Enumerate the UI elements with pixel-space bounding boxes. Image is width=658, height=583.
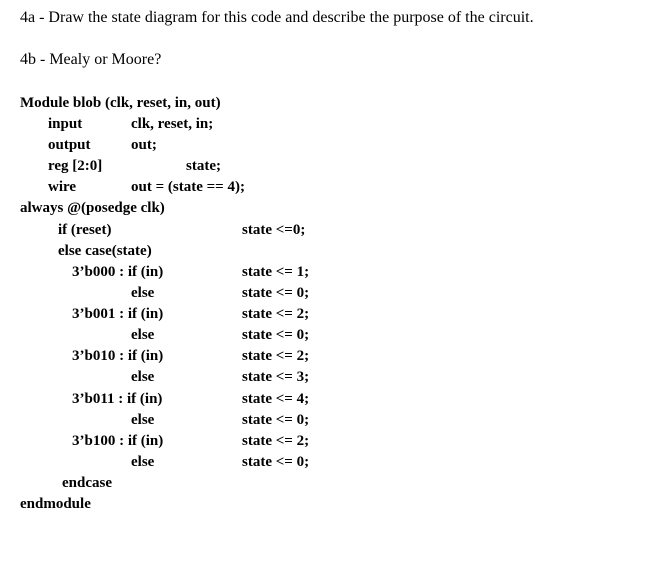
code-module-line: Module blob (clk, reset, in, out)	[20, 95, 221, 111]
code-assignment: state <= 0;	[242, 454, 310, 470]
code-endmodule: endmodule	[20, 496, 91, 512]
code-condition: if (reset)	[58, 222, 112, 238]
code-assignment: state <= 2;	[242, 433, 310, 449]
code-keyword: wire	[48, 179, 77, 195]
code-case-item: 3’b100 : if (in)	[72, 433, 164, 449]
code-keyword: reg [2:0]	[48, 158, 103, 174]
code-else: else	[131, 285, 155, 301]
code-assignment: state <= 1;	[242, 264, 310, 280]
code-case-item: 3’b010 : if (in)	[72, 348, 164, 364]
code-assignment: state <=0;	[242, 222, 306, 238]
code-case-item: 3’b000 : if (in)	[72, 264, 164, 280]
code-assignment: state <= 0;	[242, 285, 310, 301]
code-case-item: 3’b011 : if (in)	[72, 391, 163, 407]
code-case-line: else case(state)	[58, 243, 152, 259]
code-signals: out;	[131, 137, 157, 153]
code-else: else	[131, 369, 155, 385]
code-assignment: state <= 3;	[242, 369, 310, 385]
code-signals: clk, reset, in;	[131, 116, 214, 132]
code-else: else	[131, 327, 155, 343]
question-4a: 4a - Draw the state diagram for this code and describe the purpose of the circuit.	[20, 9, 534, 26]
code-keyword: input	[48, 116, 83, 132]
code-always-line: always @(posedge clk)	[20, 200, 165, 216]
code-assignment: state <= 0;	[242, 412, 310, 428]
code-case-item: 3’b001 : if (in)	[72, 306, 164, 322]
code-assignment: state <= 0;	[242, 327, 310, 343]
code-else: else	[131, 454, 155, 470]
code-signals: out = (state == 4);	[131, 179, 245, 195]
question-4b: 4b - Mealy or Moore?	[20, 51, 162, 68]
code-assignment: state <= 2;	[242, 348, 310, 364]
code-assignment: state <= 4;	[242, 391, 310, 407]
code-assignment: state <= 2;	[242, 306, 310, 322]
code-keyword: output	[48, 137, 91, 153]
code-signals: state;	[186, 158, 221, 174]
code-endcase: endcase	[62, 475, 112, 491]
code-else: else	[131, 412, 155, 428]
